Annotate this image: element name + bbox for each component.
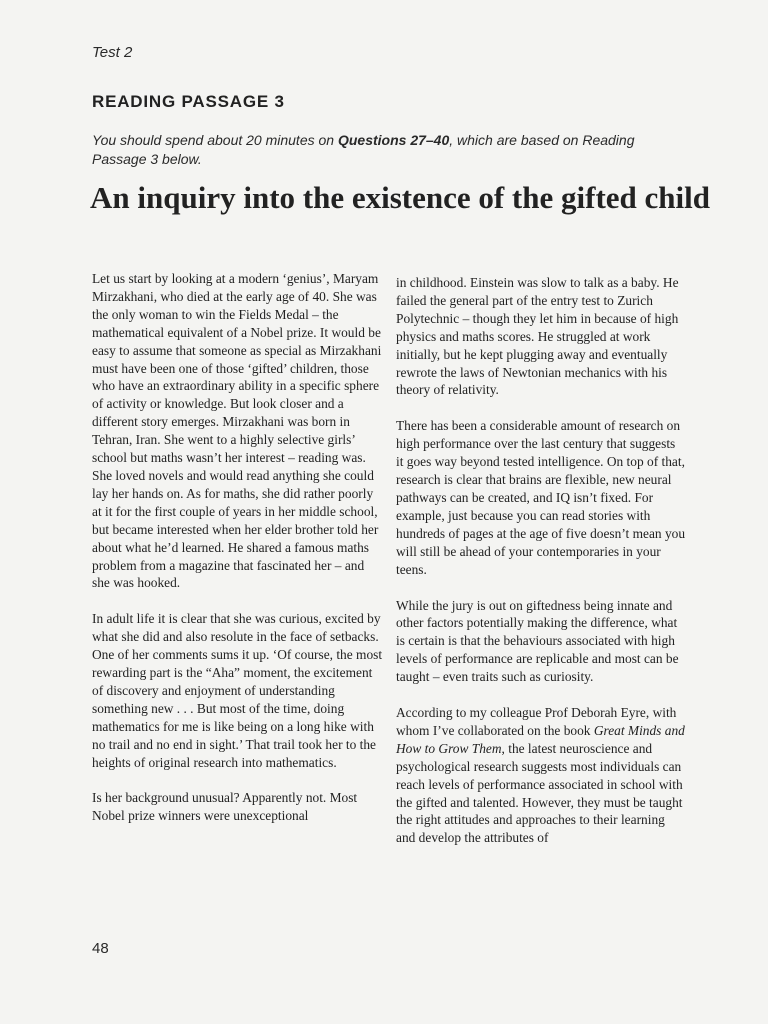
right-column [396, 270, 686, 865]
page-number: 48 [92, 940, 109, 957]
paragraph-text: , the latest neuroscience and psychological research suggests most individuals can reach levels of performance associated in school with the gifted and talented. However, they must be taught the right attitudes and approaches to their learning and develop the attributes of [396, 740, 683, 846]
passage-title: An inquiry into the existence of the gifted child [90, 180, 710, 215]
paragraph: Let us start by looking at a modern ‘genius’, Maryam Mirzakhani, who died at the early age of 40. She was the only woman to win the Fields Medal – the mathematical equivalent of a Nobel prize. It would be easy to assume that someone as special as Mirzakhani must have been one of those ‘gifted’ children, those who have an extraordinary ability in a specific sphere of activity or knowledge. But look closer and a different story emerges. Mirzakhani was born in Tehran, Iran. She went to a highly selective girls’ school but maths wasn’t her interest – reading was. She loved novels and would read anything she could lay her hands on. As for maths, she did rather poorly at it for the first couple of years in her middle school, but became interested when her elder brother told her about what he’d learned. He shared a famous maths problem from a magazine that fascinated her – and she was hooked. [92, 271, 382, 591]
paragraph-text: According to my colleague Prof Deborah Eyre, with whom I’ve collaborated on the book [396, 705, 677, 738]
paragraph: In adult life it is clear that she was curious, excited by what she did and also resolute in the face of setbacks. One of her comments sums it up. ‘Of course, the most rewarding part is the “Aha” moment, the excitement of discovery and enjoyment of understanding something new . . . But most of the time, doing mathematics for me is like being on a long hike with no trail and no end in sight.’ That trail took her to the heights of original research into mathematics. [92, 611, 383, 770]
instructions [92, 131, 692, 169]
paragraph: in childhood. Einstein was slow to talk as a baby. He failed the general part of the entry test to Zurich Polytechnic – though they let him in because of high physics and maths scores. He struggled at work initially, but he kept plugging away and eventually rewrote the laws of Newtonian mechanics with his theory of relativity. [396, 275, 679, 398]
paragraph: Is her background unusual? Apparently not. Most Nobel prize winners were unexceptional [92, 790, 358, 824]
section-heading: READING PASSAGE 3 [92, 92, 285, 111]
running-head: Test 2 [92, 44, 133, 61]
instructions-prefix: You should spend about 20 minutes on [92, 132, 338, 148]
paragraph [396, 704, 686, 847]
book-title: Great Minds and How to Grow Them [396, 722, 685, 756]
left-column [92, 270, 384, 843]
instructions-questions: Questions 27–40 [337, 132, 450, 148]
paragraph: While the jury is out on giftedness being innate and other factors potentially making the difference, what is certain is that the behaviours associated with high levels of performance are replicable and most can be taught – even traits such as curiosity. [396, 597, 679, 685]
paragraph: There has been a considerable amount of research on high performance over the last century that suggests it goes way beyond tested intelligence. On top of that, research is clear that brains are flexible, new neural pathways can be created, and IQ isn’t fixed. For example, just because you can read stories with hundreds of pages at the age of five doesn’t mean you will still be ahead of your contemporaries in your teens. [396, 418, 686, 577]
instructions-suffix: , which are based on Reading Passage 3 below. [92, 132, 635, 167]
